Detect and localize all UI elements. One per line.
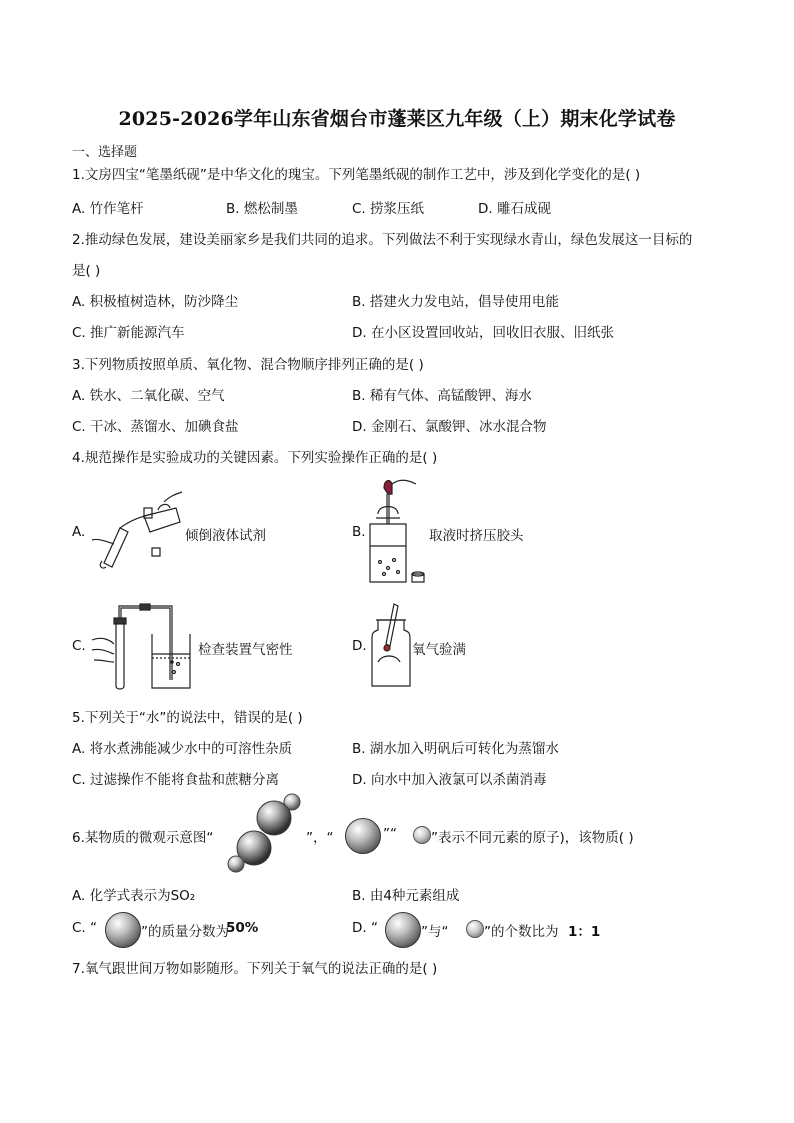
q4-option-c-text: 检查装置气密性 xyxy=(198,642,293,658)
question-6-stem-pre: 6.某物质的微观示意图“ xyxy=(72,830,214,846)
q3-option-c[interactable]: C. 干冰、蒸馏水、加碘食盐 xyxy=(72,419,239,435)
question-3-stem: 3.下列物质按照单质、氧化物、混合物顺序排列正确的是( ) xyxy=(72,357,424,373)
question-1-stem: 1.文房四宝“笔墨纸砚”是中华文化的瑰宝。下列笔墨纸砚的制作工艺中，涉及到化学变化的是( ) xyxy=(72,167,641,183)
q6-option-d-value: 1：1 xyxy=(568,924,601,940)
q3-option-a[interactable]: A. 铁水、二氧化碳、空气 xyxy=(72,388,225,404)
q6-option-a[interactable]: A. 化学式表示为SO₂ xyxy=(72,888,196,904)
q1-option-d[interactable]: D. 雕石成砚 xyxy=(478,201,551,217)
small-atom-icon xyxy=(466,920,484,938)
airtightness-check-figure xyxy=(86,600,196,692)
q6-option-d-pre[interactable]: D. “ xyxy=(352,920,378,936)
q6-option-c-value: 50% xyxy=(226,920,259,936)
q5-option-a[interactable]: A. 将水煮沸能减少水中的可溶性杂质 xyxy=(72,741,293,757)
q5-option-b[interactable]: B. 湖水加入明矾后可转化为蒸馏水 xyxy=(352,741,559,757)
big-atom-icon xyxy=(345,818,381,854)
q6-option-c-post: ”的质量分数为 xyxy=(141,924,229,940)
big-atom-icon xyxy=(105,912,141,948)
question-6-stem-post: ”表示不同元素的原子)，该物质( ) xyxy=(431,830,634,846)
q1-option-a[interactable]: A. 竹作笔杆 xyxy=(72,201,144,217)
question-2-stem-line1: 2.推动绿色发展，建设美丽家乡是我们共同的追求。下列做法不利于实现绿水青山，绿色发展这一目标的 xyxy=(72,232,693,248)
question-6-stem-mid2: ”“ xyxy=(383,826,397,842)
oxygen-full-check-figure xyxy=(368,600,414,690)
section-heading: 一、选择题 xyxy=(72,145,138,160)
q6-option-d-post: ”的个数比为 xyxy=(484,924,559,940)
q6-option-b[interactable]: B. 由4种元素组成 xyxy=(352,888,460,904)
q6-option-d-mid: ”与“ xyxy=(421,924,449,940)
q4-option-d-text: 氧气验满 xyxy=(412,642,466,658)
molecule-model-figure xyxy=(226,792,306,874)
question-2-stem-line2: 是( ) xyxy=(72,263,101,279)
question-7-stem: 7.氧气跟世间万物如影随形。下列关于氧气的说法正确的是( ) xyxy=(72,961,438,977)
q4-option-a-letter[interactable]: A. xyxy=(72,524,86,540)
big-atom-icon xyxy=(385,912,421,948)
q6-option-c-pre[interactable]: C. “ xyxy=(72,920,98,936)
question-6-stem-mid1: ”，“ xyxy=(306,830,334,846)
q2-option-b[interactable]: B. 搭建火力发电站，倡导使用电能 xyxy=(352,294,559,310)
q5-option-d[interactable]: D. 向水中加入液氯可以杀菌消毒 xyxy=(352,772,547,788)
q4-option-d-letter[interactable]: D. xyxy=(352,638,367,654)
question-4-stem: 4.规范操作是实验成功的关键因素。下列实验操作正确的是( ) xyxy=(72,450,438,466)
q1-option-c[interactable]: C. 捞浆压纸 xyxy=(352,201,425,217)
q4-option-c-letter[interactable]: C. xyxy=(72,638,86,654)
q2-option-d[interactable]: D. 在小区设置回收站，回收旧衣服、旧纸张 xyxy=(352,325,614,341)
dropper-bottle-figure xyxy=(364,474,430,586)
q5-option-c[interactable]: C. 过滤操作不能将食盐和蔗糖分离 xyxy=(72,772,280,788)
q2-option-c[interactable]: C. 推广新能源汽车 xyxy=(72,325,185,341)
q3-option-d[interactable]: D. 金刚石、氯酸钾、冰水混合物 xyxy=(352,419,547,435)
q4-option-b-letter[interactable]: B. xyxy=(352,524,366,540)
small-atom-icon xyxy=(413,826,431,844)
q4-option-b-text: 取液时挤压胶头 xyxy=(429,528,524,544)
pouring-liquid-figure xyxy=(84,488,184,578)
q4-option-a-text: 倾倒液体试剂 xyxy=(185,528,266,544)
exam-title: 2025-2026学年山东省烟台市蓬莱区九年级（上）期末化学试卷 xyxy=(118,108,676,130)
q3-option-b[interactable]: B. 稀有气体、高锰酸钾、海水 xyxy=(352,388,532,404)
q2-option-a[interactable]: A. 积极植树造林，防沙降尘 xyxy=(72,294,239,310)
question-5-stem: 5.下列关于“水”的说法中，错误的是( ) xyxy=(72,710,303,726)
q1-option-b[interactable]: B. 燃松制墨 xyxy=(226,201,298,217)
